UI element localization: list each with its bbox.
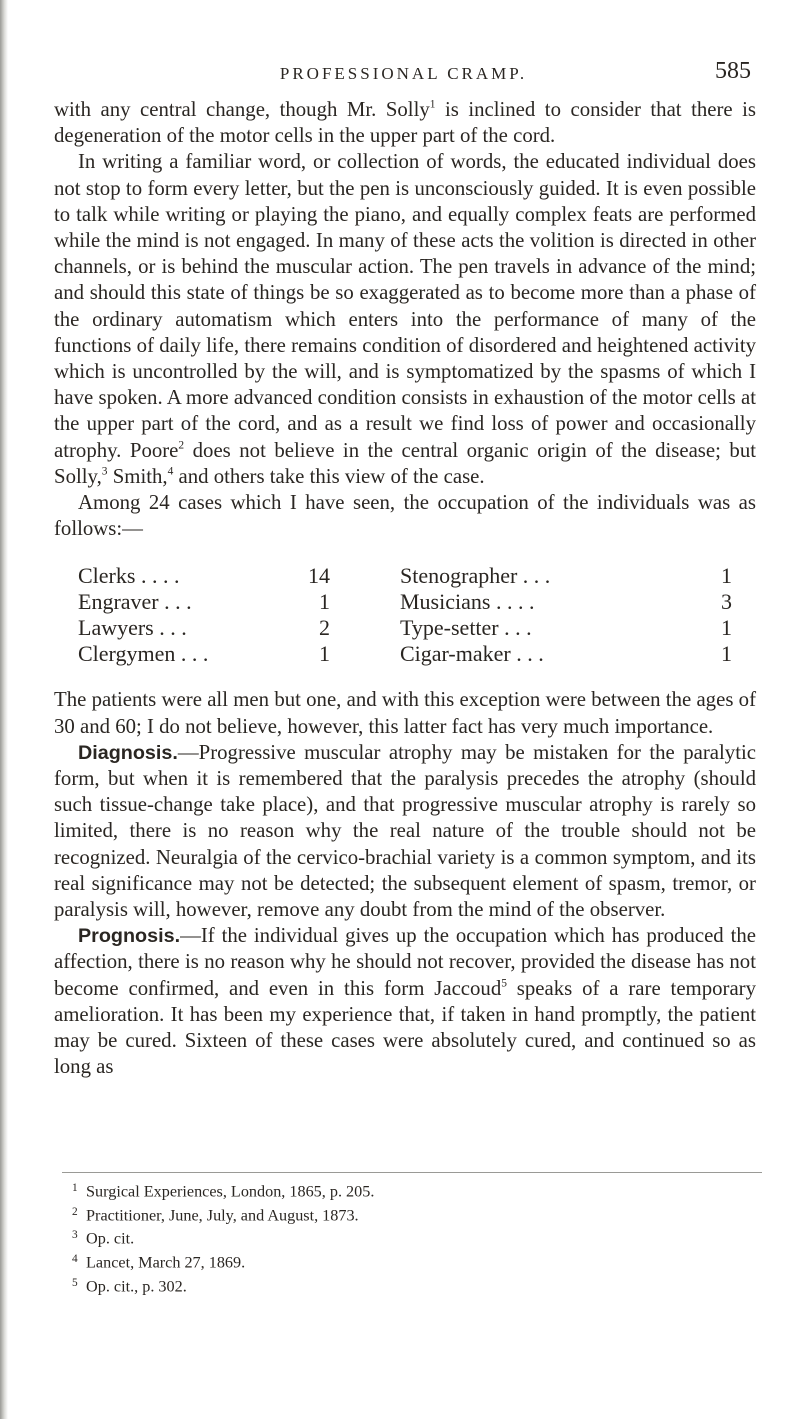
footnote-mark: 5 [501,977,507,990]
occupation-count: 1 [721,641,732,667]
footnote-number: 1 [72,1182,78,1194]
paragraph-continued [54,97,756,149]
diagnosis-heading: Diagnosis. [78,741,178,764]
text-run: does not believe in the central organic origin of the disease; but Solly, [54,438,756,488]
footnote-text: Op. cit. [86,1229,135,1248]
occupation-table [78,563,780,667]
text-run: and others take this view of the case. [173,464,485,488]
paragraph-patients: The patients were all men but one, and with this exception were between the ages of 30 and 60; I do not believe, however, this latter fact has very much importance. [54,688,756,738]
footnote-mark: 3 [101,465,108,478]
occupation-column-left [78,563,400,667]
occupation-label: Stenographer . . . [400,563,551,589]
page-binding-edge [0,0,8,1419]
occupation-count: 3 [721,589,732,615]
occupation-row [78,641,330,667]
footnote [72,1178,712,1202]
footnote-mark: 1 [429,98,436,111]
footnote [72,1225,712,1249]
occupation-label: Musicians . . . . [400,589,535,615]
occupation-row [400,563,732,589]
footnote-number: 3 [72,1229,78,1242]
footnote-divider [62,1172,762,1173]
text-run: —If the individual gives up the occupation which has produced the affection, there is no reason why he should not recover, provided the disease has not become confirmed, and even in this form Jaccoud [54,924,756,1000]
footnote [72,1249,712,1273]
footnote-number: 2 [72,1205,78,1218]
footnote-number: 5 [72,1276,78,1289]
footnote-mark: 4 [167,465,174,478]
footnote [72,1273,712,1297]
occupation-label: Engraver . . . [78,589,192,615]
occupation-count: 14 [308,563,330,589]
occupation-count: 1 [721,563,732,589]
occupation-label: Clergymen . . . [78,641,209,667]
occupation-label: Clerks . . . . [78,563,180,589]
footnote-text: Lancet, March 27, 1869. [86,1253,246,1272]
occupation-count: 1 [721,615,732,641]
occupation-column-right [400,563,780,667]
occupation-row [78,563,330,589]
text-run: In writing a familiar word, or collection of words, the educated individual does not stop to form every letter, but the pen is unconsciously guided. It is even possible to talk while writing or playing the piano, and equally complex feats are performed while the mind is not engaged. In many of these acts the volition is directed in other channels, or is behind the muscular action. The pen travels in advance of the mind; and should this state of things be so exaggerated as to become more than a phase of the ordinary automatism which enters into the performance of many of the functions of daily life, there remains condition of disordered and heightened activity which is uncontrolled by the will, and is symptomatized by the spasms of which I have spoken. A more advanced condition consists in exhaustion of the motor cells at the upper part of the cord, and as a result we find loss of power and occasionally atrophy. Poore [54,150,756,462]
paragraph-prognosis [54,923,756,1080]
occupation-count: 1 [319,589,330,615]
page-number: 585 [715,58,751,84]
text-run: is inclined to consider that there is degeneration of the motor cells in the upper part of the cord. [54,98,756,148]
occupation-label: Cigar-maker . . . [400,641,544,667]
paragraph-diagnosis [54,740,756,923]
occupation-row [400,589,732,615]
prognosis-heading: Prognosis. [78,925,181,948]
text-run: with any central change, though Mr. Solly [54,98,430,121]
occupation-row [400,641,732,667]
text-run: speaks of a rare temporary amelioration. It has been my experience that, if taken in hand promptly, the patient may be cured. Sixteen of these cases were absolutely cured, and continued so as long as [54,976,756,1079]
footnote-number: 4 [72,1252,78,1265]
footnote-text: Surgical Experiences, London, 1865, p. 205. [86,1182,375,1201]
page-body [54,97,756,1081]
footnote-mark: 2 [178,439,185,452]
occupation-row [78,615,330,641]
text-run: —Progressive muscular atrophy may be mistaken for the paralytic form, but when it is remembered that the paralysis precedes the atrophy (should such tissue-change take place), and that progressive muscular atrophy is rarely so limited, there is no reason why the real nature of the trouble should not be recognized. Neuralgia of the cervico-brachial variety is a common symptom, and its real significance may not be detected; the subsequent element of spasm, tremor, or paralysis will, however, remove any doubt from the mind of the observer. [54,740,756,922]
footnote-text: Practitioner, June, July, and August, 1873. [86,1206,359,1225]
occupation-label: Lawyers . . . [78,615,187,641]
footnotes [72,1178,712,1296]
running-head [56,60,751,86]
paragraph-automatism [54,149,756,490]
footnote-text: Op. cit., p. 302. [86,1277,187,1296]
occupation-row [400,615,732,641]
occupation-count: 2 [319,615,330,641]
occupation-label: Type-setter . . . [400,615,532,641]
occupation-row [78,589,330,615]
footnote [72,1202,712,1226]
text-run: Smith, [107,464,168,488]
paragraph-cases-intro: Among 24 cases which I have seen, the occupation of the individuals was as follows:— [54,491,756,541]
running-head-title: PROFESSIONAL CRAMP. [279,64,528,83]
occupation-count: 1 [319,641,330,667]
